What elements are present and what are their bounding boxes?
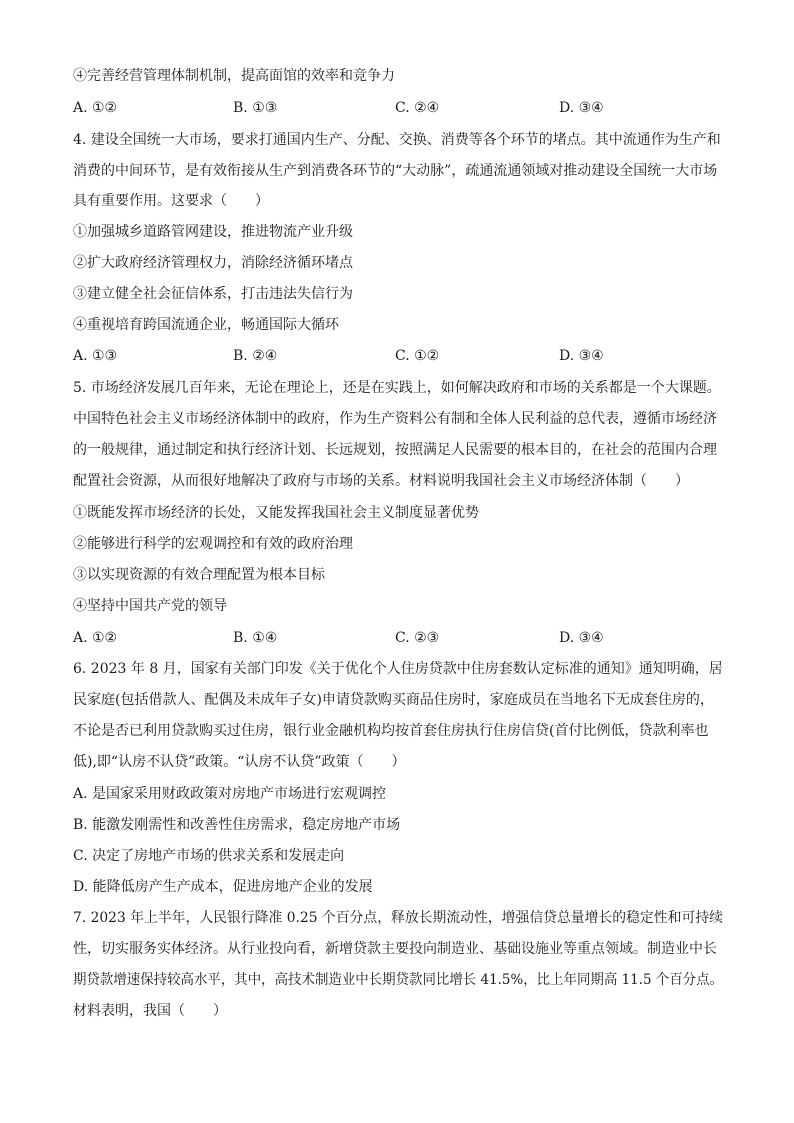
q3-option-b[interactable]: B. ①③ bbox=[233, 100, 278, 116]
q4-option-b[interactable]: B. ②④ bbox=[233, 348, 278, 364]
q4-item-3: ③建立健全社会征信体系，打击违法失信行为 bbox=[73, 286, 353, 302]
q7-stem-line: 期贷款增速保持较高水平，其中，高技术制造业中长期贷款同比增长 41.5%，比上年同期高 11.5 个百分点。 bbox=[73, 972, 723, 988]
q6-choice-b[interactable]: B. 能激发刚需性和改善性住房需求，稳定房地产市场 bbox=[73, 817, 401, 833]
q6-stem-line: 6. 2023 年 8 月，国家有关部门印发《关于优化个人住房贷款中住房套数认定标准的通知》通知明确，居 bbox=[73, 661, 723, 677]
q5-stem-line: 的一般规律，通过制定和执行经济计划、长远规划，按照满足人民需要的根本目的，在社会的范围内合理 bbox=[73, 442, 717, 458]
q3-option-c[interactable]: C. ②④ bbox=[395, 100, 440, 116]
q5-item-2: ②能够进行科学的宏观调控和有效的政府治理 bbox=[73, 536, 353, 552]
q3-item-4: ④完善经营管理体制机制，提高面馆的效率和竞争力 bbox=[73, 68, 395, 84]
q5-option-a[interactable]: A. ①② bbox=[73, 630, 118, 646]
q3-options bbox=[73, 98, 733, 118]
q4-option-a[interactable]: A. ①③ bbox=[73, 348, 118, 364]
q4-option-d[interactable]: D. ③④ bbox=[559, 348, 604, 364]
q4-options bbox=[73, 346, 733, 366]
q4-item-1: ①加强城乡道路管网建设，推进物流产业升级 bbox=[73, 224, 353, 240]
q5-options bbox=[73, 628, 733, 648]
q6-stem-line: 低),即“认房不认贷”政策。“认房不认贷”政策（ ） bbox=[73, 754, 406, 770]
q5-stem-line: 中国特色社会主义市场经济体制中的政府，作为生产资料公有制和全体人民利益的总代表，遵循市场经济 bbox=[73, 411, 717, 427]
q7-stem-line: 性，切实服务实体经济。从行业投向看，新增贷款主要投向制造业、基础设施业等重点领域。制造业中长 bbox=[73, 941, 717, 957]
q4-stem-line: 4. 建设全国统一大市场，要求打通国内生产、分配、交换、消费等各个环节的堵点。其中流通作为生产和 bbox=[73, 132, 721, 148]
q3-option-a[interactable]: A. ①② bbox=[73, 100, 118, 116]
q3-option-d[interactable]: D. ③④ bbox=[559, 100, 604, 116]
q5-item-3: ③以实现资源的有效合理配置为根本目标 bbox=[73, 567, 325, 583]
q5-option-c[interactable]: C. ②③ bbox=[395, 630, 440, 646]
q6-stem-line: 不论是否已利用贷款购买过住房，银行业金融机构均按首套住房执行住房信贷(首付比例低，贷款利率也 bbox=[73, 723, 709, 739]
q5-item-1: ①既能发挥市场经济的长处，又能发挥我国社会主义制度显著优势 bbox=[73, 505, 479, 521]
q5-item-4: ④坚持中国共产党的领导 bbox=[73, 598, 227, 614]
q4-item-2: ②扩大政府经济管理权力，消除经济循环堵点 bbox=[73, 255, 353, 271]
q4-stem-line: 具有重要作用。这要求（ ） bbox=[73, 193, 269, 209]
q6-stem-line: 民家庭(包括借款人、配偶及未成年子女)申请贷款购买商品住房时，家庭成员在当地名下无成套住房的， bbox=[73, 692, 714, 708]
q6-choice-a[interactable]: A. 是国家采用财政政策对房地产市场进行宏观调控 bbox=[73, 786, 387, 802]
q4-item-4: ④重视培育跨国流通企业，畅通国际大循环 bbox=[73, 317, 339, 333]
q6-choice-c[interactable]: C. 决定了房地产市场的供求关系和发展走向 bbox=[73, 848, 345, 864]
q5-option-d[interactable]: D. ③④ bbox=[559, 630, 604, 646]
q4-option-c[interactable]: C. ①② bbox=[395, 348, 440, 364]
q5-stem-line: 5. 市场经济发展几百年来，无论在理论上，还是在实践上，如何解决政府和市场的关系都是一个大课题。 bbox=[73, 380, 721, 396]
q7-stem-line: 7. 2023 年上半年，人民银行降准 0.25 个百分点，释放长期流动性，增强信贷总量增长的稳定性和可持续 bbox=[73, 910, 723, 926]
q7-stem-line: 材料表明，我国（ ） bbox=[73, 1003, 227, 1019]
q5-stem-line: 配置社会资源，从而很好地解决了政府与市场的关系。材料说明我国社会主义市场经济体制（ ） bbox=[73, 473, 689, 489]
q6-choice-d[interactable]: D. 能降低房产生产成本，促进房地产企业的发展 bbox=[73, 879, 373, 895]
q5-option-b[interactable]: B. ①④ bbox=[233, 630, 278, 646]
q4-stem-line: 消费的中间环节，是有效衔接从生产到消费各环节的“大动脉”，疏通流通领域对推动建设全国统一大市场 bbox=[73, 163, 718, 179]
